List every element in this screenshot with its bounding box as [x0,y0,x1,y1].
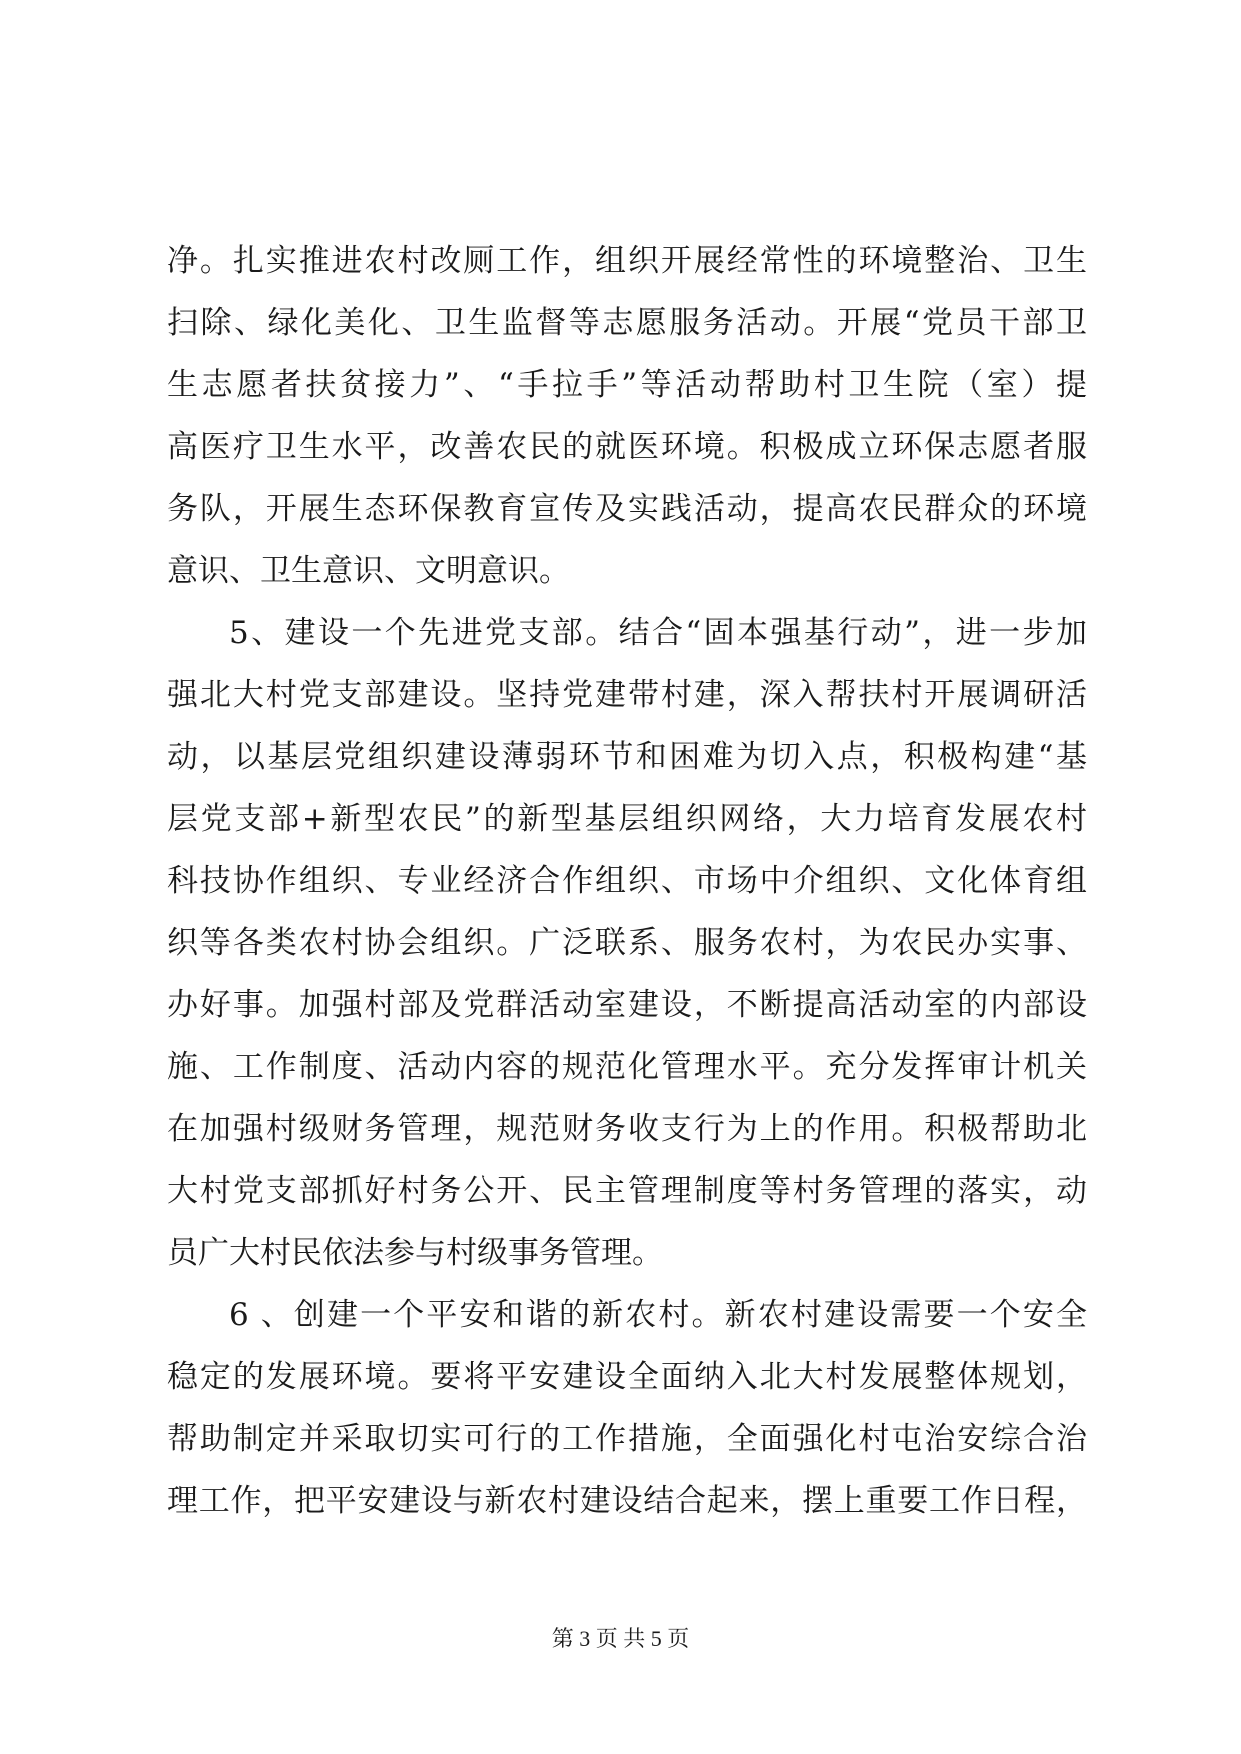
paragraph-5 [167,602,1087,1284]
text-line: 施、工作制度、活动内容的规范化管理水平。充分发挥审计机关 [167,1049,1087,1085]
text-line: 5、建设一个先进党支部。结合“固本强基行动”，进一步加 [229,615,1087,651]
text-line: 净。扎实推进农村改厕工作，组织开展经常性的环境整治、卫生 [167,243,1087,279]
text-line: 织等各类农村协会组织。广泛联系、服务农村，为农民办实事、 [167,925,1087,961]
text-line: 科技协作组织、专业经济合作组织、市场中介组织、文化体育组 [167,863,1087,899]
paragraph-4-continued [167,230,1087,602]
text-line: 强北大村党支部建设。坚持党建带村建，深入帮扶村开展调研活 [167,677,1087,713]
text-line: 生志愿者扶贫接力”、“手拉手”等活动帮助村卫生院（室）提 [167,367,1087,403]
document-body [167,230,1087,1532]
text-line: 扫除、绿化美化、卫生监督等志愿服务活动。开展“党员干部卫 [167,305,1087,341]
text-line: 高医疗卫生水平，改善农民的就医环境。积极成立环保志愿者服 [167,429,1087,465]
text-line: 6 、创建一个平安和谐的新农村。新农村建设需要一个安全 [229,1297,1087,1333]
paragraph-6 [167,1284,1087,1532]
text-line: 层党支部+新型农民”的新型基层组织网络，大力培育发展农村 [167,801,1087,837]
text-line: 理工作，把平安建设与新农村建设结合起来，摆上重要工作日程， [167,1483,1087,1519]
text-line: 大村党支部抓好村务公开、民主管理制度等村务管理的落实，动 [167,1173,1087,1209]
text-line: 意识、卫生意识、文明意识。 [167,553,570,589]
text-line: 稳定的发展环境。要将平安建设全面纳入北大村发展整体规划， [167,1359,1087,1395]
text-line: 在加强村级财务管理，规范财务收支行为上的作用。积极帮助北 [167,1111,1087,1147]
text-line: 员广大村民依法参与村级事务管理。 [167,1235,663,1271]
text-line: 办好事。加强村部及党群活动室建设，不断提高活动室的内部设 [167,987,1087,1023]
page-number-footer: 第 3 页 共 5 页 [551,1626,690,1651]
text-line: 务队，开展生态环保教育宣传及实践活动，提高农民群众的环境 [167,491,1087,527]
text-line: 动，以基层党组织建设薄弱环节和困难为切入点，积极构建“基 [167,739,1087,775]
text-line: 帮助制定并采取切实可行的工作措施，全面强化村屯治安综合治 [167,1421,1087,1457]
